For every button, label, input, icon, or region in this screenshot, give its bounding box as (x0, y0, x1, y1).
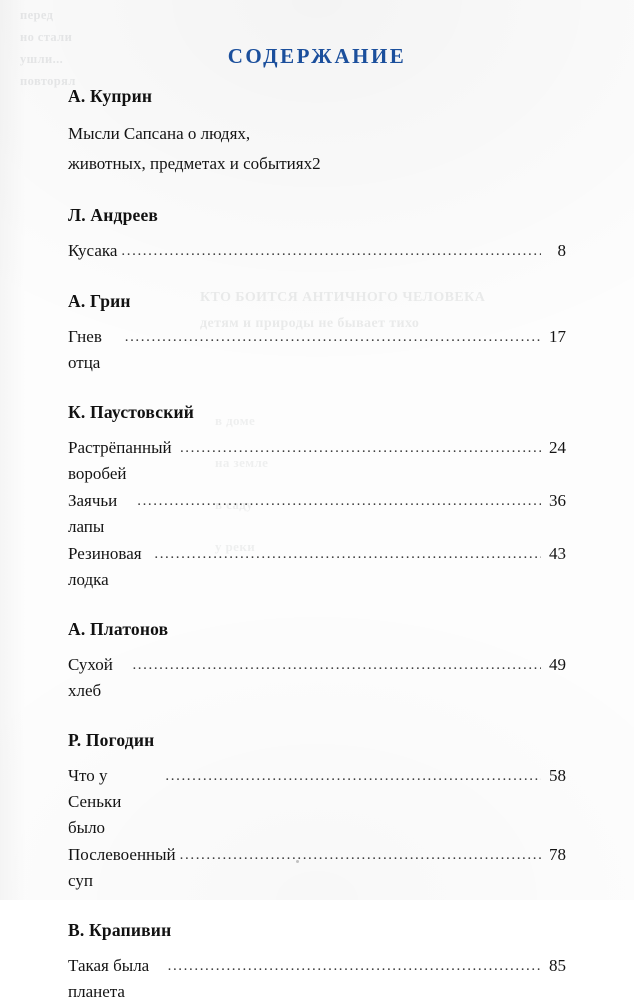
dot-leader (180, 842, 541, 868)
toc-author-andreev: Л. Андреев (68, 205, 159, 225)
dot-leader (180, 435, 541, 461)
toc-page-number: 8 (557, 241, 566, 260)
toc-entry[interactable] (68, 763, 566, 841)
toc-page-number: 36 (549, 491, 566, 510)
toc-entry[interactable] (68, 842, 566, 894)
toc-entry-title: Что у Сеньки было (68, 766, 126, 837)
toc-author-kuprin: А. Куприн (68, 86, 153, 106)
dot-leader (125, 324, 541, 350)
dot-leader (165, 763, 541, 789)
toc-entry[interactable] (68, 541, 566, 593)
toc-entry[interactable] (68, 652, 566, 704)
toc-entry[interactable] (68, 953, 566, 1005)
toc-page-number: 85 (549, 956, 566, 975)
dot-leader (121, 238, 541, 264)
toc-entry-title: Растрёпанный воробей (68, 438, 176, 483)
toc-entry-title-line1: Мысли Сапсана о людях, (68, 124, 251, 143)
toc-entry-title: Сухой хлеб (68, 655, 118, 700)
toc-author-pogodin: Р. Погодин (68, 730, 155, 750)
dot-leader (168, 953, 541, 979)
toc-entry[interactable] (68, 324, 566, 376)
page-title: СОДЕРЖАНИЕ (227, 44, 407, 68)
dot-leader (137, 488, 541, 514)
toc-author-krapivin: В. Крапивин (68, 920, 172, 940)
toc-entry-title-line2: животных, предметах и событиях (68, 154, 313, 173)
toc-page-number: 17 (549, 327, 566, 346)
toc-page-number: 24 (549, 438, 566, 457)
toc-author-paustovsky: К. Паустовский (68, 402, 195, 422)
toc-entry[interactable] (68, 488, 566, 540)
toc-entry-title: Заячьи лапы (68, 491, 122, 536)
toc-page-number: 2 (312, 154, 321, 173)
dot-leader (154, 541, 541, 567)
toc-entry[interactable] (68, 238, 566, 265)
dot-leader (132, 652, 541, 678)
toc-entry-title: Гнев отца (68, 327, 107, 372)
toc-entry-title: Послевоенный суп (68, 845, 180, 890)
toc-author-grin: А. Грин (68, 291, 131, 311)
toc-entry-title: Такая была планета (68, 956, 154, 1001)
toc-page-number: 49 (549, 655, 566, 674)
toc-entry-title: Резиновая лодка (68, 544, 146, 589)
toc-entry-title: Кусака (68, 241, 118, 260)
toc-entry[interactable] (68, 435, 566, 487)
toc-author-platonov: А. Платонов (68, 619, 169, 639)
toc-page-number: 58 (549, 766, 566, 785)
table-of-contents (68, 86, 566, 1006)
toc-page-number: 43 (549, 544, 566, 563)
toc-page-number: 78 (549, 845, 566, 864)
paper-speck (296, 860, 299, 863)
toc-entry[interactable] (68, 119, 566, 179)
